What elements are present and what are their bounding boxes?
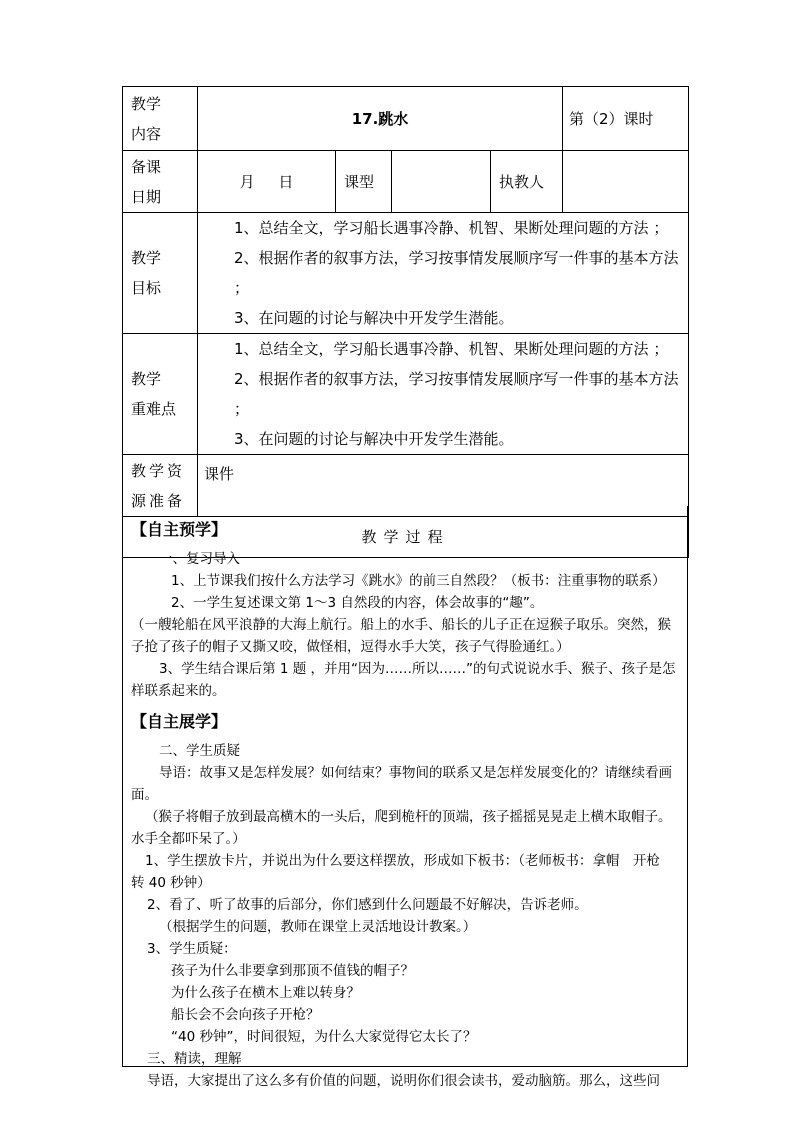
row-goals: [123, 213, 689, 334]
process-body: [122, 506, 688, 1089]
paragraph: 3、学生质疑：: [147, 941, 237, 957]
paragraph: （猴子将帽子放到最高横木的一头后，爬到桅杆的顶端，孩子摇摇晃晃走上横木取帽子。水手全都吓呆了。）: [131, 809, 672, 847]
section-heading-show: 【自主展学】: [131, 712, 228, 731]
goals-label: 教学 目标: [123, 213, 198, 334]
question-item: 为什么孩子在横木上难以转身？: [171, 985, 360, 1001]
paragraph: 2、一学生复述课文第 1～3 自然段的内容，体会故事的“趣”。: [171, 595, 544, 611]
paragraph: 导语，大家提出了这么多有价值的问题，说明你们很会读书，爱动脑筋。那么，这些问: [147, 1073, 660, 1089]
teacher-value: [563, 151, 689, 213]
question-item: 船长会不会向孩子开枪？: [171, 1007, 320, 1023]
resources-value: 课件: [198, 455, 689, 517]
teacher-label: 执教人: [491, 151, 563, 213]
question-item: 孩子为什么非要拿到那顶不值钱的帽子？: [171, 963, 414, 979]
row-content: [123, 87, 689, 151]
focus-label: 教学 重难点: [123, 334, 198, 455]
focus-item: 1、总结全文，学习船长遇事冷静、机智、果断处理问题的方法 ；: [234, 340, 669, 358]
subsection-heading: 一、复习导入: [159, 551, 240, 567]
goal-item: 3、在问题的讨论与解决中开发学生潜能。: [234, 309, 514, 327]
goal-item: 2、根据作者的叙事方法，学习按事情发展顺序写一件事的基本方法 ；: [234, 249, 679, 297]
subsection-heading: 三、精读，理解: [147, 1051, 242, 1067]
focus-item: 3、在问题的讨论与解决中开发学生潜能。: [234, 430, 514, 448]
lesson-type-label: 课型: [336, 151, 392, 213]
lesson-title: 17.跳水: [198, 87, 563, 151]
lesson-period: 第（2）课时: [563, 87, 689, 151]
paragraph: （一艘轮船在风平浪静的大海上航行。船上的水手、船长的儿子正在逗猴子取乐。突然，猴子抢了孩子的帽子又撕又咬，做怪相，逗得水手大笑，孩子气得脸通红。）: [131, 617, 671, 655]
paragraph: 1、上节课我们按什么方法学习《跳水》的前三自然段？（板书：注重事物的联系）: [171, 573, 666, 589]
paragraph: 2、看了、听了故事的后部分，你们感到什么问题最不好解决，告诉老师。: [147, 897, 588, 913]
lesson-type-value: [392, 151, 491, 213]
paragraph: 1、学生摆放卡片，并说出为什么要这样摆放，形成如下板书：（老师板书：拿帽 开枪 转 40 秒钟）: [131, 853, 674, 891]
content-label: 教学 内容: [123, 87, 198, 151]
prep-date-label: 备课 日期: [123, 151, 198, 213]
paragraph: 导语：故事又是怎样发展？如何结束？事物间的联系又是怎样发展变化的？请继续看画面。: [131, 765, 672, 803]
resources-label: 教学资 源准备: [123, 455, 198, 517]
row-focus: [123, 334, 689, 455]
prep-date-value: 月 日: [198, 151, 336, 213]
row-prep: [123, 151, 689, 213]
focus-list: [198, 334, 689, 455]
goals-list: [198, 213, 689, 334]
section-heading-preview: 【自主预学】: [131, 520, 228, 539]
process-title: 教学过程: [123, 517, 689, 558]
subsection-heading: 二、学生质疑: [159, 743, 240, 759]
goal-item: 1、总结全文，学习船长遇事冷静、机智、果断处理问题的方法 ；: [234, 219, 669, 237]
question-item: “40 秒钟”，时间很短，为什么大家觉得它太长了？: [171, 1029, 477, 1045]
lesson-plan-table: [122, 86, 689, 558]
paragraph: 3、学生结合课后第 1 题 ，并用“因为……所以……”的句式说说水手、猴子、孩子是怎样联系起来的。: [131, 661, 676, 699]
focus-item: 2、根据作者的叙事方法，学习按事情发展顺序写一件事的基本方法 ；: [234, 370, 679, 418]
paragraph: （根据学生的问题，教师在课堂上灵活地设计教案。）: [159, 919, 477, 935]
